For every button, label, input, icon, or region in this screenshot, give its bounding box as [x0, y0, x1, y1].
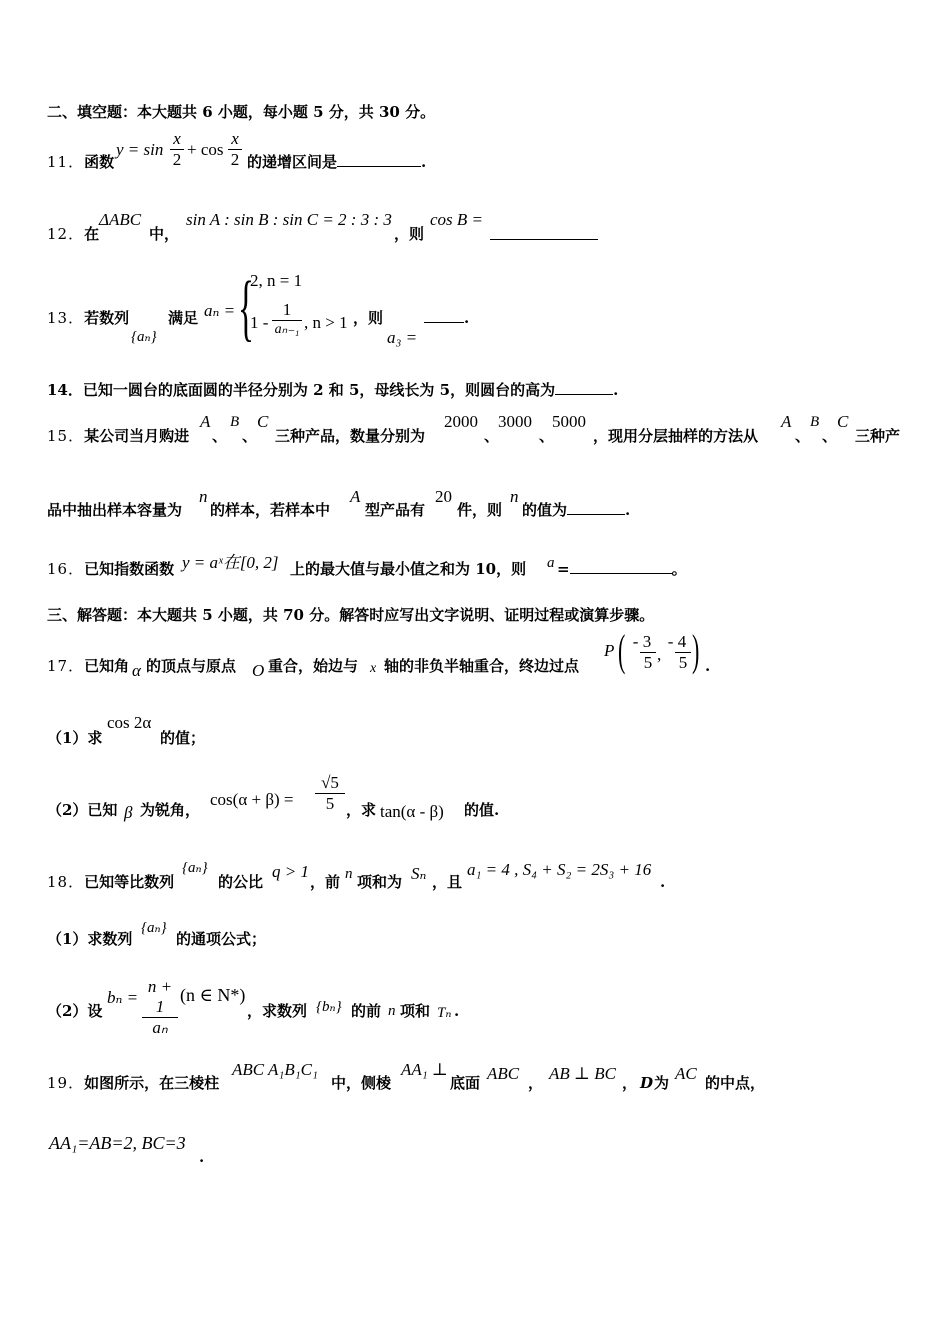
q15-text1: 某公司当月购进 — [84, 427, 190, 445]
q18-p2a: （2）设 — [47, 1002, 103, 1020]
q12-text3: ，则 — [394, 225, 425, 243]
q12-line — [47, 224, 99, 244]
q18-text2: 的公比 — [218, 873, 264, 891]
q15-n2v: n — [510, 487, 519, 506]
q17-cos2a: cos 2α — [107, 713, 152, 732]
q15-A: A — [200, 412, 211, 431]
q17-rparen: ) — [692, 626, 700, 675]
q17-frac1-num: - 3 — [632, 632, 652, 651]
q15-B: B — [230, 414, 240, 430]
q11-frac1-num: x — [173, 129, 181, 148]
q18-frac-num: n + 1 — [147, 977, 173, 1016]
q11-frac1 — [170, 129, 184, 170]
q19-text5: ， — [622, 1074, 638, 1092]
q16-number: 16． — [47, 560, 85, 578]
q15-line2b: 的样本，若样本中 — [210, 501, 331, 519]
q18-bseq: {bₙ} — [316, 999, 342, 1015]
q19-text1: 如图所示，在三棱柱 — [84, 1074, 220, 1092]
q18-bn: bₙ = — [107, 988, 139, 1007]
q13-a3: a₃ = — [387, 328, 418, 347]
q15-n1: 2000 — [444, 412, 478, 431]
q18-T: Tₙ — [437, 1005, 452, 1021]
q13-end-group — [424, 308, 469, 328]
q17-beta: β — [124, 803, 133, 822]
section3-heading: 三、解答题：本大题共 5 小题，共 70 分。解答时应写出文字说明、证明过程或演算步骤。 — [47, 606, 655, 624]
q15-n: n — [199, 487, 208, 506]
q18-seq2: {aₙ} — [141, 920, 167, 936]
q16-text1: 已知指数函数 — [84, 560, 175, 578]
q18-cond2: (n ∈ N*) — [180, 985, 246, 1005]
q17-frac3-den: 5 — [315, 793, 345, 814]
q13-seq: {aₙ} — [131, 329, 157, 345]
q17-p2a: （2）已知 — [47, 801, 118, 819]
q18-text4: 项和为 — [357, 873, 403, 891]
q17-frac3 — [315, 773, 345, 814]
q17-line — [47, 656, 129, 676]
q18-number: 18． — [47, 873, 85, 891]
q11-text2 — [247, 152, 426, 172]
q13-end: . — [464, 309, 470, 327]
q18-n2: n — [388, 1003, 396, 1019]
q11-func: y = sin — [116, 140, 164, 159]
q11-blank[interactable] — [337, 152, 421, 167]
q18-p2d: 项和 — [400, 1002, 431, 1020]
q19-prism: ABC A₁B₁C₁ — [232, 1060, 318, 1079]
q15-number: 15． — [47, 427, 85, 445]
q19-number: 19． — [47, 1074, 85, 1092]
q18-frac-den: aₙ — [142, 1017, 178, 1038]
q15-text2: 三种产品，数量分别为 — [275, 427, 426, 445]
q17-frac2-num: - 4 — [667, 632, 687, 651]
q15-line2d: 件，则 — [457, 501, 503, 519]
q17-text2: 的顶点与原点 — [146, 657, 237, 675]
q19-text4: ， — [528, 1074, 544, 1092]
q12-text1: 在 — [84, 225, 100, 243]
q13-frac — [272, 300, 302, 338]
q17-cosab: cos(α + β) = — [210, 790, 294, 809]
q15-B2: B — [810, 414, 820, 430]
q17-frac2-den: 5 — [675, 652, 691, 673]
q11-number: 11． — [47, 153, 85, 171]
q13-text2: 满足 — [168, 309, 199, 327]
q14-blank[interactable] — [555, 380, 613, 395]
q17-P: P — [604, 641, 615, 660]
q18-text5: ，且 — [432, 873, 463, 891]
q17-end: . — [705, 657, 711, 675]
q12-ratio: sin A : sin B : sin C = 2 : 3 : 3 — [186, 210, 392, 229]
q15-A3: A — [350, 487, 361, 506]
q18-cond: a₁ = 4 , S₄ + S₂ = 2S₃ + 16 — [467, 860, 652, 879]
q13-case2b: , n > 1 — [304, 313, 348, 332]
q18-line — [47, 872, 174, 892]
q19-text3: 底面 — [450, 1074, 481, 1092]
q13-blank[interactable] — [424, 308, 464, 323]
q13-line — [47, 308, 129, 328]
q15-line1 — [47, 426, 189, 446]
q16-eq: = — [557, 560, 570, 578]
q16-blank[interactable] — [570, 559, 672, 574]
section2-heading: 二、填空题：本大题共 6 小题，每小题 5 分，共 30 分。 — [47, 103, 436, 121]
q17-p2b: 为锐角， — [140, 801, 201, 819]
q11-frac2-den: 2 — [228, 149, 242, 170]
q17-number: 17． — [47, 657, 85, 675]
q16-text2: 上的最大值与最小值之和为 10，则 — [290, 560, 527, 578]
q13-text3: ，则 — [353, 309, 384, 327]
q15-sep5: 、 — [795, 427, 811, 445]
q17-comma: , — [657, 645, 662, 664]
q15-sep2: 、 — [242, 427, 258, 445]
q16-a: a — [547, 555, 555, 571]
q18-end: . — [660, 873, 666, 891]
q16-end-group — [557, 559, 687, 579]
q19-aa1: AA₁ ⊥ — [401, 1060, 448, 1079]
q13-brace: { — [238, 267, 254, 349]
q18-p1a: （1）求数列 — [47, 930, 133, 948]
q15-end-group — [522, 500, 630, 520]
q17-frac1-den: 5 — [640, 652, 656, 673]
q19-ac: AC — [675, 1064, 697, 1083]
q11-text2-label: 的递增区间是 — [247, 153, 338, 171]
q18-end2: . — [454, 1002, 460, 1020]
q16-line — [47, 559, 174, 579]
q12-blank[interactable] — [490, 225, 598, 240]
q15-line2e: 的值为 — [522, 501, 568, 519]
q17-tanab: tan(α - β) — [380, 802, 444, 821]
q19-text6: 为 — [654, 1074, 670, 1092]
q15-C: C — [257, 412, 269, 431]
q17-p1b: 的值； — [160, 729, 206, 747]
q15-sep1: 、 — [212, 427, 228, 445]
q17-text1: 已知角 — [84, 657, 130, 675]
q17-p2c: ，求 — [346, 801, 377, 819]
q15-C2: C — [837, 412, 849, 431]
q15-n3: 5000 — [552, 412, 586, 431]
q15-sep3: 、 — [484, 427, 500, 445]
q11-frac1-den: 2 — [170, 149, 184, 170]
q13-number: 13． — [47, 309, 85, 327]
q18-text1: 已知等比数列 — [84, 873, 175, 891]
q15-text3: ，现用分层抽样的方法从 — [593, 427, 759, 445]
q14-text: 14．已知一圆台的底面圆的半径分别为 2 和 5，母线长为 5，则圆台的高为 — [47, 381, 556, 399]
q11-frac2 — [228, 129, 242, 170]
q19-perp: AB ⊥ BC — [549, 1064, 616, 1083]
q11-frac2-num: x — [231, 129, 239, 148]
q17-p2d: 的值. — [464, 801, 500, 819]
q15-n2: 3000 — [498, 412, 532, 431]
q13-an: aₙ = — [204, 301, 236, 320]
q18-seq: {aₙ} — [182, 860, 208, 876]
q17-p1a: （1）求 — [47, 729, 103, 747]
q12-cosb: cos B = — [430, 210, 484, 229]
q15-end: . — [625, 501, 631, 519]
q18-p1b: 的通项公式； — [176, 930, 267, 948]
q17-text4: 轴的非负半轴重合，终边过点 — [384, 657, 580, 675]
q19-abc: ABC — [487, 1064, 520, 1083]
q13-text1: 若数列 — [84, 309, 130, 327]
q12-number: 12． — [47, 225, 85, 243]
q19-end: . — [199, 1148, 205, 1166]
q19-text2: 中，侧棱 — [331, 1074, 392, 1092]
q15-text4: 三种产 — [855, 427, 901, 445]
q18-n: n — [345, 866, 353, 882]
q18-frac — [142, 977, 178, 1038]
q15-blank[interactable] — [567, 500, 625, 515]
q17-alpha: α — [132, 661, 141, 680]
q19-D: D — [640, 1074, 654, 1092]
q15-sep4: 、 — [539, 427, 555, 445]
q17-O: O — [252, 661, 265, 680]
q15-twenty: 20 — [435, 487, 452, 506]
q11-end: . — [421, 153, 427, 171]
q15-sep6: 、 — [822, 427, 838, 445]
q18-p2c: 的前 — [351, 1002, 382, 1020]
q17-frac2 — [663, 632, 691, 673]
q13-case1: 2, n = 1 — [250, 271, 303, 290]
q13-frac-den: aₙ₋₁ — [272, 320, 302, 338]
q11-line — [47, 152, 114, 172]
q18-S: Sₙ — [411, 864, 427, 883]
q17-frac1 — [628, 632, 656, 673]
q17-frac3-num: √5 — [321, 773, 339, 792]
q16-func: y = aˣ在[0, 2] — [182, 553, 279, 572]
q18-q: q > 1 — [272, 862, 309, 881]
q18-p2b: ，求数列 — [247, 1002, 308, 1020]
q13-frac-num: 1 — [282, 300, 292, 319]
q15-line2c: 型产品有 — [365, 501, 426, 519]
q17-lparen: ( — [618, 626, 626, 675]
q17-x: x — [370, 661, 377, 676]
q15-A2: A — [781, 412, 792, 431]
q19-line2: AA₁=AB=2, BC=3 — [49, 1133, 186, 1153]
q14-end: . — [613, 381, 619, 399]
q15-line2a: 品中抽出样本容量为 — [47, 501, 183, 519]
q16-end: 。 — [671, 560, 687, 578]
q19-line — [47, 1073, 219, 1093]
q12-triangle: ΔABC — [99, 210, 142, 229]
q17-text3: 重合，始边与 — [268, 657, 359, 675]
q11-text1: 函数 — [84, 153, 115, 171]
q19-text7: 的中点， — [705, 1074, 766, 1092]
q14-line — [47, 380, 618, 400]
q12-text2: 中， — [149, 225, 180, 243]
q13-case2a: 1 - — [250, 313, 269, 332]
q11-plus-cos: + cos — [187, 140, 224, 159]
q18-text3: ，前 — [310, 873, 341, 891]
